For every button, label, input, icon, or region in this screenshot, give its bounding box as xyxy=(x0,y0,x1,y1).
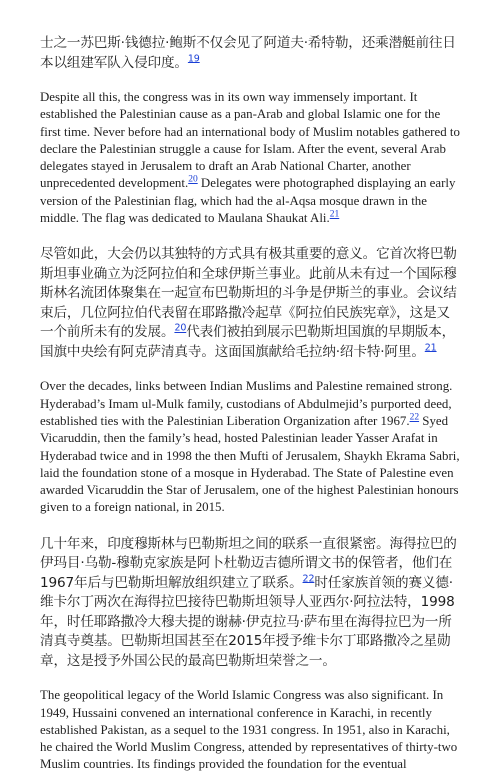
paragraph-text: The geopolitical legacy of the World Islamic Congress was also significant. In 1949, Hussaini convened an international conference in Karachi, in recently established Pakistan, as a sequel to the 1931 congress. In 1951, also in Karachi, he chaired the World Muslim Congress, attended by representatives of thirty-two Muslim countries. Its findings provided the foundation for the eventual xyxy=(40,688,458,772)
paragraph-en-2 xyxy=(40,378,460,516)
footnote-link-21[interactable]: 21 xyxy=(329,209,340,220)
footnote-link-22[interactable]: 22 xyxy=(409,412,420,423)
footnote-link-22[interactable]: 22 xyxy=(302,573,315,585)
paragraph-en-1 xyxy=(40,89,460,227)
footnote-link-20[interactable]: 20 xyxy=(174,322,187,334)
paragraph-zh-1 xyxy=(40,34,460,73)
footnote-link-19[interactable]: 19 xyxy=(187,52,200,64)
paragraph-text: Over the decades, links between Indian Muslims and Palestine remained strong. Hyderabad’s Imam ul-Mulk family, custodians of Abdulmejid’s purported deed, established ties with the Palestinian Liberation Organization after 1967. xyxy=(40,379,453,428)
paragraph-text: Delegates were photographed displaying an early version of the Palestinian flag, which had the al-Aqsa mosque drawn in the middle. The flag was dedicated to Maulana Shaukat Ali. xyxy=(40,176,456,226)
paragraph-zh-2 xyxy=(40,245,460,362)
paragraph-text: 尽管如此，大会仍以其独特的方式具有极其重要的意义。它首次将巴勒斯坦事业确立为泛阿拉伯和全球伊斯兰事业。此前从未有过一个国际穆斯林名流团体聚集在一起宣布巴勒斯坦的斗争是伊斯兰的事业。会议结束后，几位阿拉伯代表留在耶路撒冷起草《阿拉伯民族宪章》，这是又一个前所未有的发展。 xyxy=(40,246,457,341)
footnote-link-20[interactable]: 20 xyxy=(188,175,198,186)
paragraph-text: 几十年来，印度穆斯林与巴勒斯坦之间的联系一直很紧密。海得拉巴的伊玛目·乌勒-穆勒克家族是阿卜杜勒迈吉德所谓文书的保管者，他们在1967年后与巴勒斯坦解放组织建立了联系。 xyxy=(40,535,457,591)
paragraph-text: Despite all this, the congress was in its own way immensely important. It established the Palestinian cause as a pan-Arab and global Islamic one for the first time. Never before had an international body of Muslim notables gathered to declare the Palestinian struggle a cause for Islam. After the event, several Arab delegates stayed in Jerusalem to draft an Arab National Charter, another unprecedented development. xyxy=(40,90,460,191)
paragraph-text: Syed Vicaruddin, then the family’s head, hosted Palestinian leader Yasser Arafat in Hyderabad twice and in 1998 the then Mufti of Jerusalem, Shaykh Ekrama Sabri, laid the foundation stone of a mosque in Hyderabad. The State of Palestine even awarded Vicaruddin the Star of Jerusalem, one of the highest Palestinian honours given to a foreign national, in 2015. xyxy=(40,413,460,515)
footnote-link-21[interactable]: 21 xyxy=(424,342,437,354)
paragraph-en-3 xyxy=(40,687,460,773)
paragraph-zh-3 xyxy=(40,535,460,672)
paragraph-text: 时任家族首领的赛义德·维卡尔丁两次在海得拉巴接待巴勒斯坦领导人亚西尔·阿拉法特，1998年，时任耶路撒冷大穆夫提的谢赫·伊克拉马·萨布里在海得拉巴为一所清真寺奠基。巴勒斯坦国甚至在2015年授予维卡尔丁耶路撒冷之星勋章，这是授予外国公民的最高巴勒斯坦荣誉之一。 xyxy=(40,574,455,669)
paragraph-text: 士之一苏巴斯·钱德拉·鲍斯不仅会见了阿道夫·希特勒，还乘潜艇前往日本以组建军队入侵印度。 xyxy=(40,35,456,71)
paragraph-text: 代表们被拍到展示巴勒斯坦国旗的早期版本，国旗中央绘有阿克萨清真寺。这面国旗献给毛拉纳·绍卡特·阿里。 xyxy=(40,324,456,360)
